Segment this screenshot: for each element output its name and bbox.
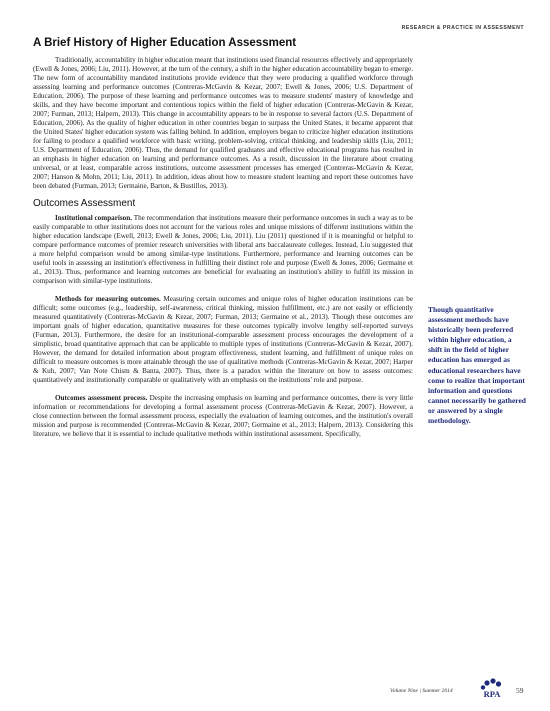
rpa-logo-icon	[478, 677, 506, 703]
paragraph-body: Measuring certain outcomes and unique roles of higher education institutions can be difficult; some outcomes (e.g., leadership, self-awareness, critical thinking, mission fulfillment, etc.) are not easily or efficiently measured quantitatively (Contreras-McGavin & Kezar, 2007; Furman, 2013; Germaine et al., 2013). Though these outcomes are important goals of higher education, quantitative measures for these outcomes typically involve lengthy self-reported surveys (Furman, 2013). Furthermore, the desire for an institutional-comparable assessment process encourages the development of a simplistic, broad quantitative approach that can be applicable to multiple types of institutions (Contreras-McGavin & Kezar, 2007). However, the demand for detailed information about program effectiveness, student learning, and fulfillment of unique roles on difficult to measure outcomes is more attainable through the use of qualitative methods (Contreras-McGavin & Kezar, 2007; Harper & Kuh, 2007; Van Note Chism & Banta, 2007). Thus, there is a paradox within the literature on how to assess outcomes: quantitatively and institutionally comparable or qualitatively with an emphasis on the institutions' role and purpose.	[33, 295, 413, 384]
paragraph-lead: Institutional comparison.	[55, 214, 133, 222]
intro-paragraph: Traditionally, accountability in higher education meant that institutions used financial resources effectively and appropriately (Ewell & Jones, 2006; Liu, 2011). However, at the turn of the century, a shift in the higher education accountability began to emerge. The new form of accountability mandated institutions provide evidence that they were producing a qualified workforce through assessing learning and performance outcomes (Contreras-McGavin & Kezar, 2007; Ewell & Jones, 2006; U.S. Department of Education, 2006). The purpose of these learning and performance outcomes was to measure students' mastery of knowledge and skills, and they have become important and contentious topics within the field of higher education (Contreras-McGavin & Kezar, 2007; Furman, 2013; Halpern, 2013). This change in accountability appears to be in response to several factors (U.S. Department of Education, 2006). As the quality of higher education in other countries began to surpass the United States, it became apparent that the United States' higher education system was falling behind. In addition, employers began to criticize higher education institutions for failing to produce a qualified workforce with basic writing, problem-solving, critical thinking, and leadership skills (Liu, 2011; U.S. Department of Education, 2006). Thus, the demand for qualified graduates and effective educational programs has resulted in an emphasis in higher education on learning and performance outcomes. As a result, discussion in the literature about creating universal, or at least, comparable across institutions, outcome assessment processes has emerged (Contreras-McGavin & Kezar, 2007; Hanson & Mohn, 2011; Liu, 2011). In addition, ideas about how to measure student learning and report these outcomes have been debated (Furman, 2013; Germaine, Barton, & Bustillos, 2013).	[33, 56, 413, 190]
main-column	[33, 37, 413, 448]
pull-quote: Though quantitative assessment methods have historically been preferred within higher education, a shift in the field of higher education has emerged as educational researchers have come to realize that important information and questions cannot necessarily be gathered or answered by a single methodology.	[428, 305, 526, 426]
paragraph-lead: Outcomes assessment process.	[55, 394, 148, 402]
subsection-title: Outcomes Assessment	[33, 198, 136, 209]
paragraph-institutional-comparison	[33, 214, 413, 286]
paragraph-methods-measuring	[33, 295, 413, 385]
running-header: RESEARCH & PRACTICE IN ASSESSMENT	[401, 25, 524, 31]
section-title: A Brief History of Higher Education Assessment	[33, 37, 297, 49]
paragraph-lead: Methods for measuring outcomes.	[55, 295, 161, 303]
page-footer	[390, 677, 530, 705]
page-number: 59	[516, 686, 524, 695]
footer-volume: Volume Nine | Summer 2014	[390, 688, 453, 694]
logo-text: RPA	[483, 689, 501, 699]
paragraph-assessment-process	[33, 394, 413, 439]
paragraph-body: The recommendation that institutions measure their performance outcomes in such a way as to be easily comparable to other institutions does not account for the various roles and unique missions of different institutions within the higher education landscape (Ewell, 2013; Ewell & Jones, 2006; Liu, 2011). Liu (2011) questioned if it is meaningful or helpful to compare performance outcomes of premier research universities with liberal arts baccalaureate colleges. Instead, Liu suggested that a more helpful comparison would be among similar-type institutions. Furthermore, performance and learning outcomes can be useful tools in assessing an institution's effectiveness in fulfilling their distinct role and purpose (Ewell & Jones, 2006; Germaine et al., 2013). Thus, performance and learning outcomes are beneficial for evaluating an institution's ability to fulfill its mission in comparison with similar-type institutions.	[33, 214, 413, 285]
paragraph-body: Despite the increasing emphasis on learning and performance outcomes, there is very little information or recommendations for developing a formal assessment process (Contreras-McGavin & Kezar, 2007). However, a close connection between the formal assessment process, especially the evaluation of learning outcomes, and the institution's overall mission and purpose is recommended (Contreras-McGavin & Kezar, 2007; Germaine et al., 2013; Halpern, 2013). Considering this literature, we believe that it is essential to include qualitative methods within institutional assessment. Specifically,	[33, 394, 413, 438]
